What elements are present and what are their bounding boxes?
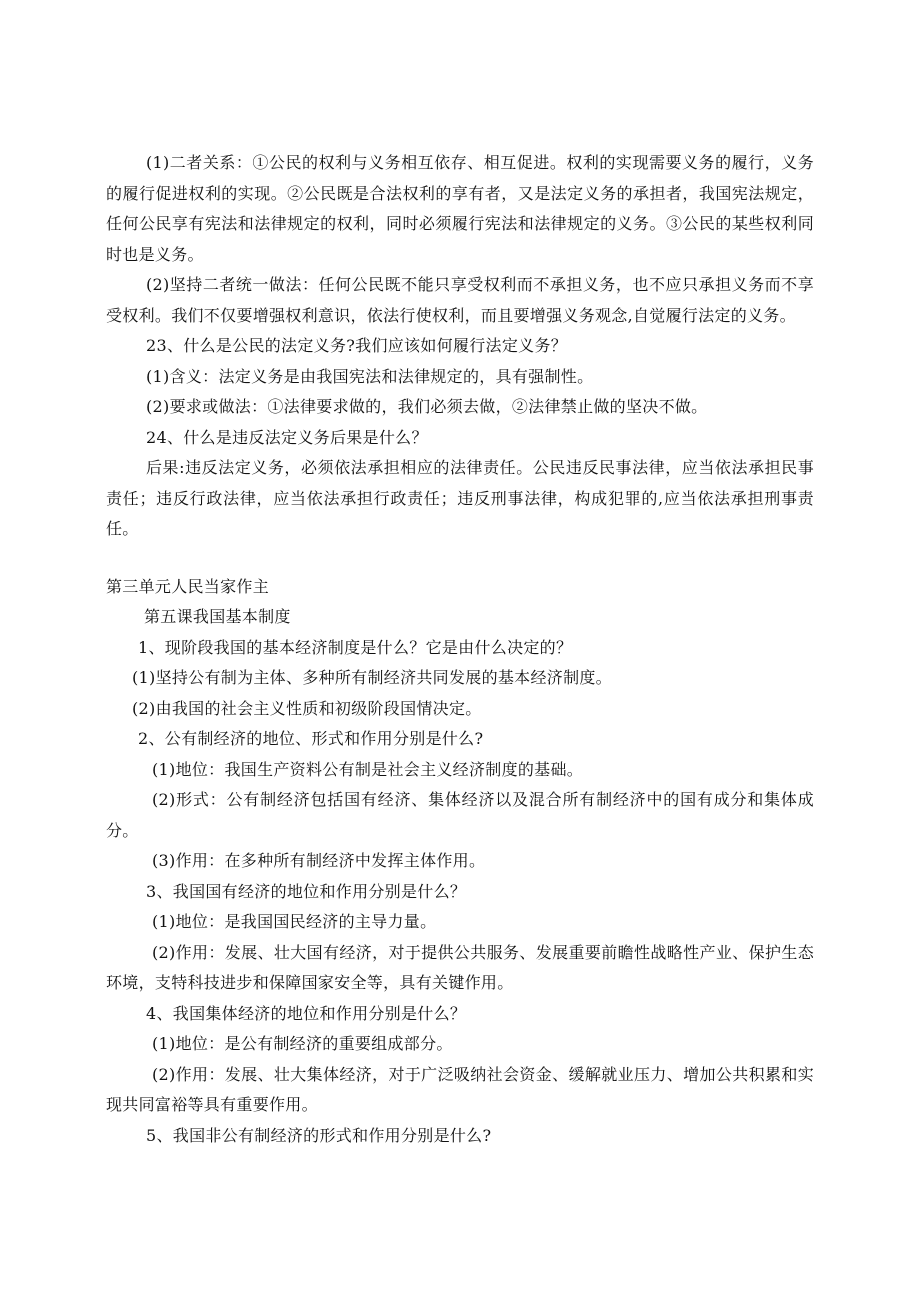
answer-2-2: (2)形式：公有制经济包括国有经济、集体经济以及混合所有制经济中的国有成分和集体成分。 [106, 790, 814, 840]
answer-4-1: (1)地位：是公有制经济的重要组成部分。 [152, 1034, 453, 1053]
question-1: 1、现阶段我国的基本经济制度是什么？它是由什么决定的？ [138, 637, 573, 657]
paragraph-duty-requirements: (2)要求或做法：①法律要求做的，我们必须去做，②法律禁止做的坚决不做。 [146, 397, 708, 416]
answer-2-1: (1)地位：我国生产资料公有制是社会主义经济制度的基础。 [152, 759, 584, 779]
document-body [106, 148, 814, 1151]
answer-1-1: (1)坚持公有制为主体、多种所有制经济共同发展的基本经济制度。 [132, 668, 612, 687]
question-23: 23、什么是公民的法定义务?我们应该如何履行法定义务？ [146, 336, 568, 355]
question-2: 2、公有制经济的地位、形式和作用分别是什么? [138, 729, 484, 748]
answer-3-1: (1)地位：是我国国民经济的主导力量。 [152, 912, 437, 931]
lesson-heading: 第五课我国基本制度 [144, 607, 291, 626]
question-24: 24、什么是违反法定义务后果是什么？ [146, 427, 428, 447]
answer-1-2: (2)由我国的社会主义性质和初级阶段国情决定。 [132, 698, 482, 718]
paragraph-unity-approach: (2)坚持二者统一做法：任何公民既不能只享受权利而不承担义务，也不应只承担义务而不享受权利。我们不仅要增强权利意识，依法行使权利，而且要增强义务观念,自觉履行法定的义务。 [106, 275, 814, 325]
section-gap [106, 545, 814, 572]
answer-3-2: (2)作用：发展、壮大国有经济，对于提供公共服务、发展重要前瞻性战略性产业、保护生态环境，支特科技进步和保障国家安全等，具有关键作用。 [106, 942, 814, 992]
paragraph-rights-duties-relation: (1)二者关系：①公民的权利与义务相互依存、相互促进。权利的实现需要义务的履行，义务的履行促进权利的实现。②公民既是合法权利的享有者，又是法定义务的承担者，我国宪法规定，任何公民享有宪法和法律规定的权利，同时必须履行宪法和法律规定的义务。③公民的某些权利同时也是义务。 [106, 153, 814, 264]
question-5: 5、我国非公有制经济的形式和作用分别是什么? [146, 1125, 492, 1145]
unit-heading: 第三单元人民当家作主 [106, 576, 270, 596]
answer-2-3: (3)作用：在多种所有制经济中发挥主体作用。 [152, 851, 486, 870]
question-4: 4、我国集体经济的地位和作用分别是什么？ [146, 1003, 467, 1023]
paragraph-consequences: 后果:违反法定义务，必须依法承担相应的法律责任。公民违反民事法律，应当依法承担民事责任；违反行政法律，应当依法承担行政责任；违反刑事法律，构成犯罪的,应当依法承担刑事责任。 [106, 458, 814, 538]
answer-4-2: (2)作用：发展、壮大集体经济，对于广泛吸纳社会资金、缓解就业压力、增加公共积累和实现共同富裕等具有重要作用。 [106, 1064, 814, 1114]
question-3: 3、我国国有经济的地位和作用分别是什么？ [146, 881, 467, 901]
paragraph-duty-meaning: (1)含义：法定义务是由我国宪法和法律规定的，具有强制性。 [146, 366, 594, 386]
